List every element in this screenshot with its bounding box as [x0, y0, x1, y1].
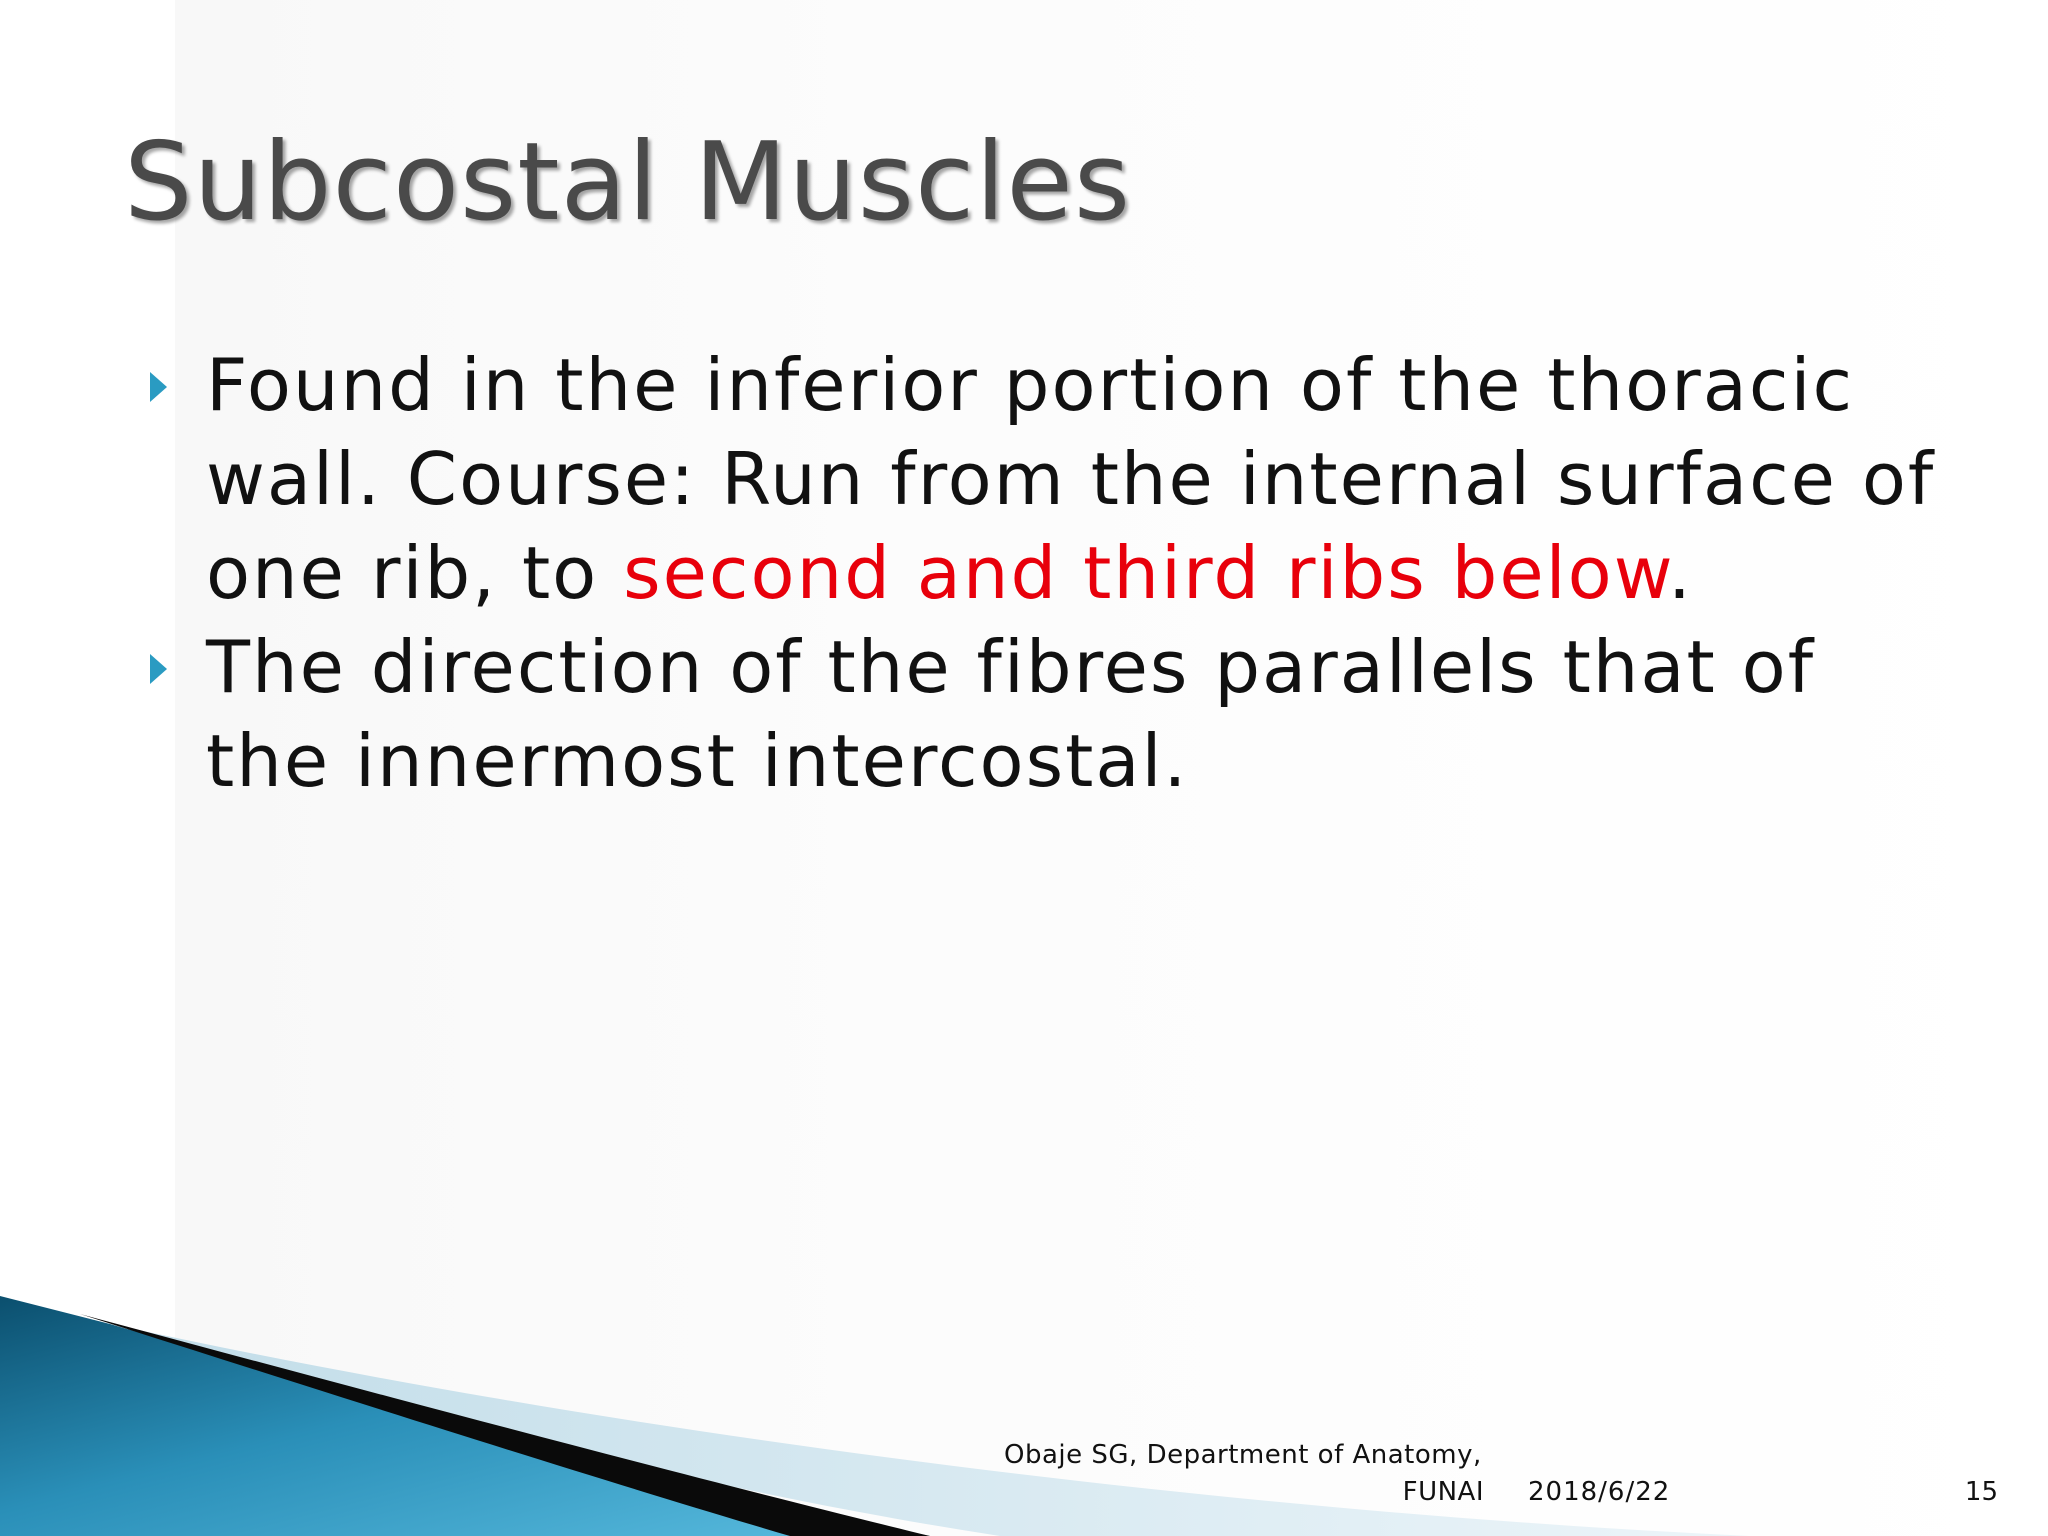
bullet-line: The direction of the fibres parallels that of [206, 625, 1816, 709]
triangle-bullet-icon [150, 654, 167, 684]
bullet-line-suffix: . [1667, 531, 1693, 615]
bullet-line: Found in the inferior portion of the thoracic [206, 343, 1855, 427]
footer-author-line1: Obaje SG, Department of Anatomy, [1004, 1440, 1482, 1470]
page-number: 15 [1964, 1477, 1998, 1507]
bullet-item [0, 338, 2048, 620]
footer-author-line2: FUNAI [1402, 1477, 1484, 1507]
bullet-line: wall. Course: Run from the internal surface of [206, 437, 1936, 521]
bullet-line-text: one rib, to [206, 531, 624, 615]
bullet-line [206, 526, 2008, 620]
footer-date: 2018/6/22 [1528, 1477, 1671, 1507]
slide-title: Subcostal Muscles [124, 120, 1132, 245]
highlighted-text: second and third ribs below [623, 531, 1668, 615]
bullet-list [0, 338, 2048, 808]
footer-author [1004, 1437, 1484, 1511]
bullet-item [0, 620, 2048, 808]
bullet-line: the innermost intercostal. [206, 719, 1189, 803]
triangle-bullet-icon [150, 372, 167, 402]
